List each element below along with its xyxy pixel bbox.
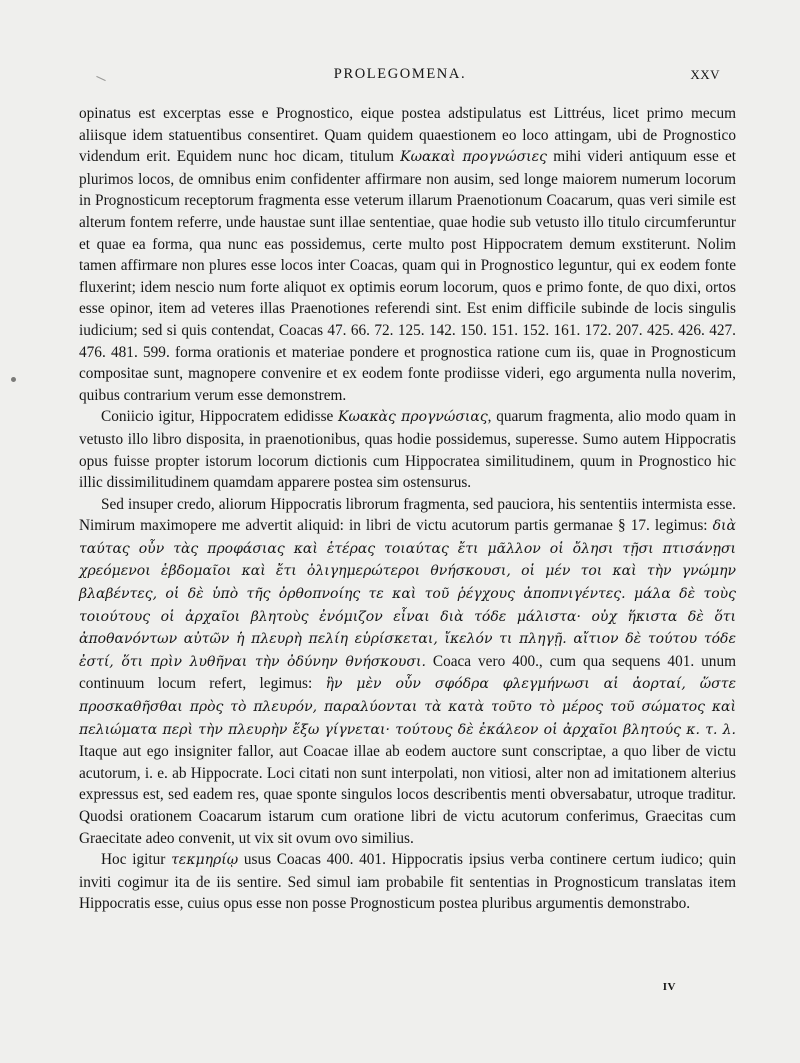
- greek-quotation: ἢν μὲν οὖν σφόδρα φλεγμήνωσι αἱ ἀορταί, ὥστε προσκαθῆσθαι πρὸς τὸ πλευρόν, παραλύονται τὰ κατὰ τοῦτο τὸ μέρος τοῦ σώματος καὶ πελιώματα περὶ τὴν πλευρὴν ἔξω γίγνεται· τούτους δὲ ἐκάλεον οἱ ἀρχαῖοι βλητούς κ. τ. λ.: [79, 676, 736, 738]
- paragraph-text: , quarum fragmenta, alio modo quam in vetusto illo libro disposita, in praenotionibus, quas hodie possidemus, superesse. Sumo autem Hippocratis opus fuisse propter istorum locorum dictionis cum Hippocratea similitudinem, quum in Prognostico hic illic dissimilitudinem quamdam apparere postea sim ostensurus.: [79, 408, 736, 492]
- greek-phrase: Κωακὰς προγνώσιας: [338, 409, 488, 426]
- paragraph-4: [79, 849, 736, 915]
- greek-quotation: διὰ ταύτας οὖν τὰς προφάσιας καὶ ἑτέρας τοιαύτας ἔτι μᾶλλον οἱ ὄλησι τῇσι πτισάνῃσι χρεόμενοι ἑβδομαῖοι καὶ ἔτι ὀλιγημερώτεροι θνήσκουσι, οἱ μέν τοι καὶ τὴν γνώμην βλαβέντες, οἱ δὲ ὑπὸ τῆς ὀρθοπνοίης τε καὶ τοῦ ῥέγχους ἀποπνιγέντες. μάλα δὲ τοὺς τοιούτους οἱ ἀρχαῖοι βλητοὺς ἐνόμιζον εἶναι διὰ τόδε μάλιστα· οὐχ ἥκιστα δὲ ὅτι ἀποθανόντων αὐτῶν ἡ πλευρὴ πελίη εὑρίσκεται, ἴκελόν τι πληγῇ. αἴτιον δὲ τούτου τόδε ἐστί, ὅτι πρὶν λυθῆναι τὴν ὀδύνην θνήσκουσι.: [79, 518, 736, 670]
- running-title: PROLEGOMENA.: [333, 66, 467, 82]
- paper-speck: [11, 377, 16, 382]
- page-number: XXV: [690, 67, 720, 82]
- paragraph-text: Coaca vero 400., cum qua sequens 401. unum continuum locum refert, legimus:: [79, 652, 736, 693]
- paragraph-text: Coniicio igitur, Hippocratem edidisse: [101, 408, 339, 426]
- paragraph-1: [79, 103, 736, 406]
- body-text: [79, 103, 736, 915]
- greek-phrase: Κωακαὶ προγνώσιες: [400, 149, 547, 166]
- paragraph-text: Sed insuper credo, aliorum Hippocratis librorum fragmenta, sed pauciora, his sententiis intermista esse. Nimirum maximopere me advertit aliquid: in libri de victu acutorum partis germanae § 17. legimus:: [79, 495, 736, 535]
- paragraph-text: usus Coacas 400. 401. Hippocratis ipsius verba continere certum iudico; quin inviti cogimur ita de iis sentire. Sed simul iam probabile fit sententias in Prognosticum translatas item Hippocratis esse, cuius opus esse non posse Prognosticum postea pluribus argumentis demonstrabo.: [79, 851, 736, 913]
- page-header: [0, 66, 800, 86]
- paragraph-text: opinatus est excerptas esse e Prognostico, eique postea adstipulatus est Littréus, licet primo mecum aliisque idem statuentibus consentiret. Quam quidem quaestionem eo loco attingam, ubi de Prognostico videndum erit. Equidem nunc hoc dicam, titulum: [79, 105, 736, 166]
- signature-mark: IV: [662, 981, 676, 993]
- paragraph-3: [79, 494, 736, 850]
- paragraph-text: Itaque aut ego insigniter fallor, aut Coacae illae ab eodem auctore sunt conscriptae, a quo liber de victu acutorum, i. e. ab Hippocrate. Loci citati non sunt interpolati, non vitiosi, alter non ad imitationem alterius expressus est, sed eadem res, quae sponte singulos locos describentis menti obversabatur, utroque traditur. Quodsi orationem Coacarum istarum cum oratione libri de victu acutorum conferimus, Graecitas cum Graecitate adeo convenit, ut vix sit ovum ovo similius.: [79, 743, 736, 847]
- paragraph-text: Hoc igitur: [101, 851, 172, 869]
- paragraph-2: [79, 406, 736, 493]
- greek-phrase: τεκμηρίῳ: [171, 852, 239, 869]
- paragraph-text: mihi videri antiquum esse et plurimos locos, de omnibus enim confidenter affirmare non ausim, sed longe maiorem numerum locorum in Prognosticum receptorum fragmenta esse veterum illarum Praenotionum Coacarum, quas veri simile est alterum fontem referre, unde haustae sunt illae sententiae, quae hodie sub vetusto illo titulo circumferuntur et quae ea forma, qua nunc eas possidemus, certe multo post Hippocratem demum exstiterunt. Nolim tamen affirmare non plures esse locos inter Coacas, quam qui in Prognostico leguntur, qui ex eodem fonte fluxerint; idem nescio num forte aliquot ex optimis eorum locorum, quos e primo fonte, de quo dixi, ortos esse opinor, item ad veteres illas Praenotiones referendi sint. Est enim difficile subinde de locis singulis iudicium; sed si quis contendat, Coacas 47. 66. 72. 125. 142. 150. 151. 152. 161. 172. 207. 425. 426. 427. 476. 481. 599. forma orationis et materiae pondere et prognostica ratione cum iis, quae in Prognosticum compositae sunt, magnopere convenire et ex eodem fonte prodiisse videri, ego argumenta nulla noverim, quibus contrarium verum esse demonstrem.: [79, 148, 736, 404]
